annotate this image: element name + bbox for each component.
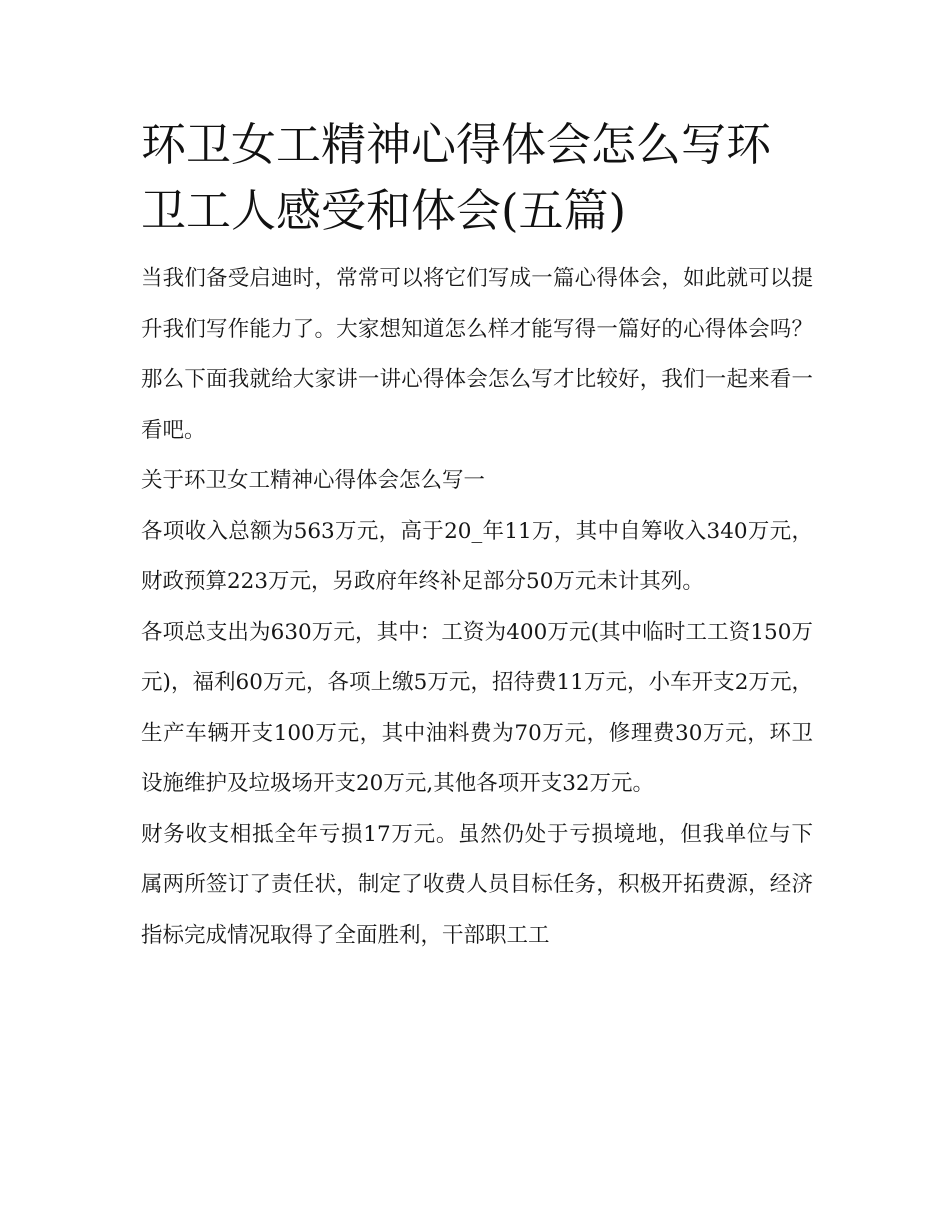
document-page [141,112,813,961]
section-heading: 关于环卫女工精神心得体会怎么写一 [141,468,486,493]
paragraph-expenditure: 各项总支出为630万元，其中：工资为400万元(其中临时工工资150万元)，福利60万元，各项上缴5万元，招待费11万元，小车开支2万元，生产车辆开支100万元，其中油料费为70万元，修理费30万元，环卫设施维护及垃圾场开支20万元,其他各项开支32万元。 [141,619,813,796]
document-body [141,254,813,961]
paragraph-intro: 当我们备受启迪时，常常可以将它们写成一篇心得体会，如此就可以提升我们写作能力了。大家想知道怎么样才能写得一篇好的心得体会吗？那么下面我就给大家讲一讲心得体会怎么写才比较好，我们一起来看一看吧。 [141,266,813,443]
document-title: 环卫女工精神心得体会怎么写环卫工人感受和体会(五篇) [141,118,772,237]
paragraph-balance: 财务收支相抵全年亏损17万元。虽然仍处于亏损境地，但我单位与下属两所签订了责任状，制定了收费人员目标任务，积极开拓费源，经济指标完成情况取得了全面胜利，干部职工工 [141,821,813,948]
paragraph-income: 各项收入总额为563万元，高于20_年11万，其中自筹收入340万元，财政预算223万元，另政府年终补足部分50万元未计其列。 [141,518,813,594]
